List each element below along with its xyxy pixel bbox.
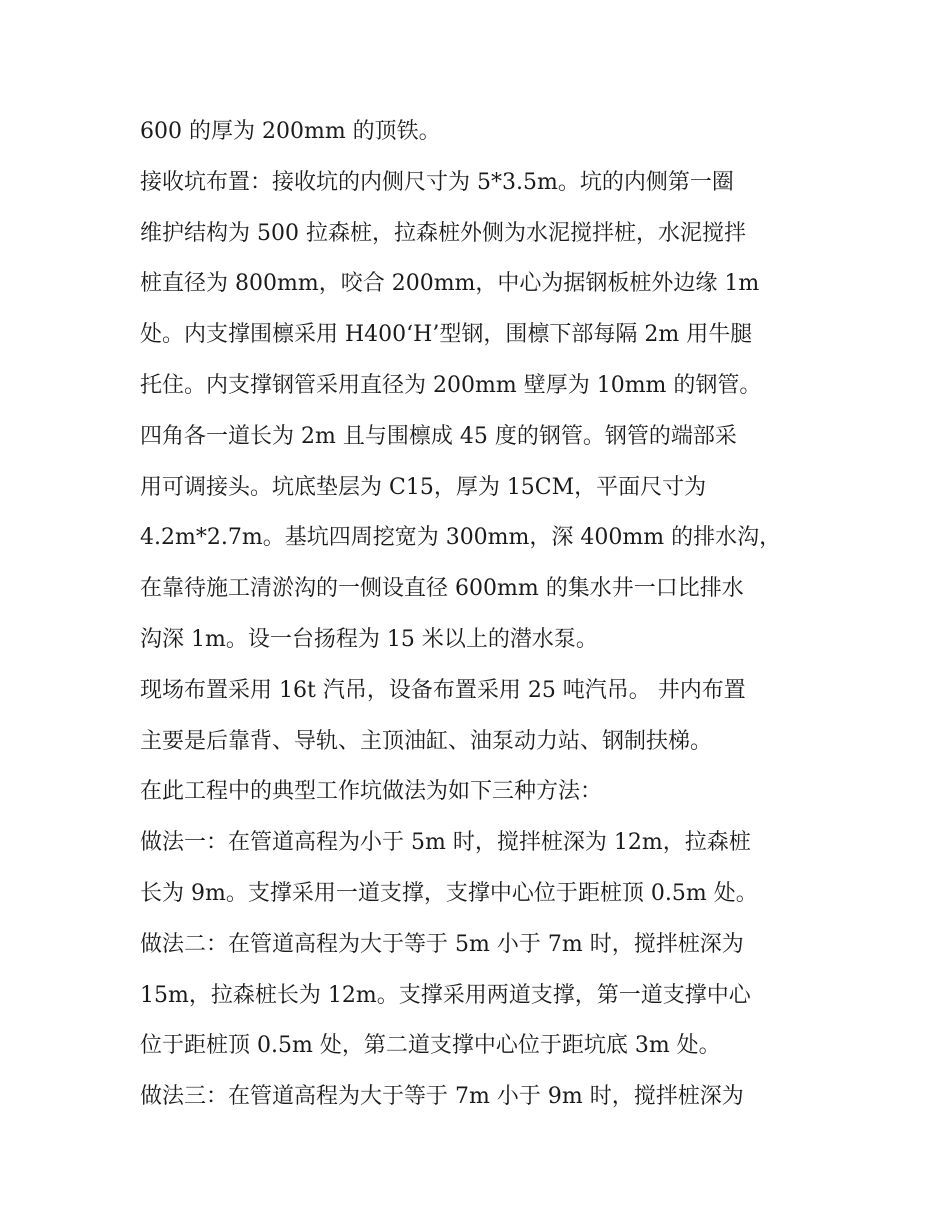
text-line: 桩直径为 800mm，咬合 200mm，中心为据钢板桩外边缘 1m	[140, 271, 760, 297]
text-line: 做法三：在管道高程为大于等于 7m 小于 9m 时，搅拌桩深为	[140, 1084, 744, 1110]
text-line: 在靠待施工清淤沟的一侧设直径 600mm 的集水井一口比排水	[140, 576, 744, 602]
text-line: 用可调接头。坑底垫层为 C15，厚为 15CM，平面尺寸为	[140, 474, 707, 500]
text-line: 四角各一道长为 2m 且与围檩成 45 度的钢管。钢管的端部采	[140, 423, 737, 449]
text-line: 位于距桩顶 0.5m 处，第二道支撑中心位于距坑底 3m 处。	[140, 1033, 721, 1059]
text-line: 在此工程中的典型工作坑做法为如下三种方法：	[140, 779, 603, 805]
text-line: 处。内支撑围檩采用 H400‘H’型钢，围檩下部每隔 2m 用牛腿	[140, 322, 753, 348]
body-text	[140, 107, 820, 1123]
text-line: 长为 9m。支撑采用一道支撑，支撑中心位于距桩顶 0.5m 处。	[140, 880, 758, 906]
text-line: 15m，拉森桩长为 12m。支撑采用两道支撑，第一道支撑中心	[140, 982, 751, 1008]
text-line: 4.2m*2.7m。基坑四周挖宽为 300mm，深 400mm 的排水沟，	[140, 525, 782, 551]
text-line: 现场布置采用 16t 汽吊，设备布置采用 25 吨汽吊。 井内布置	[140, 677, 746, 703]
text-line: 托住。内支撑钢管采用直径为 200mm 壁厚为 10mm 的钢管。	[140, 372, 762, 398]
text-line: 沟深 1m。设一台扬程为 15 米以上的潜水泵。	[140, 626, 598, 652]
text-line: 维护结构为 500 拉森桩，拉森桩外侧为水泥搅拌桩，水泥搅拌	[140, 220, 746, 246]
text-line: 做法一：在管道高程为小于 5m 时，搅拌桩深为 12m，拉森桩	[140, 830, 751, 856]
text-line: 做法二：在管道高程为大于等于 5m 小于 7m 时，搅拌桩深为	[140, 931, 744, 957]
text-line: 接收坑布置：接收坑的内侧尺寸为 5*3.5m。坑的内侧第一圈	[140, 169, 734, 195]
text-line: 主要是后靠背、导轨、主顶油缸、油泵动力站、钢制扶梯。	[140, 728, 713, 754]
text-line: 600 的厚为 200mm 的顶铁。	[140, 119, 441, 144]
